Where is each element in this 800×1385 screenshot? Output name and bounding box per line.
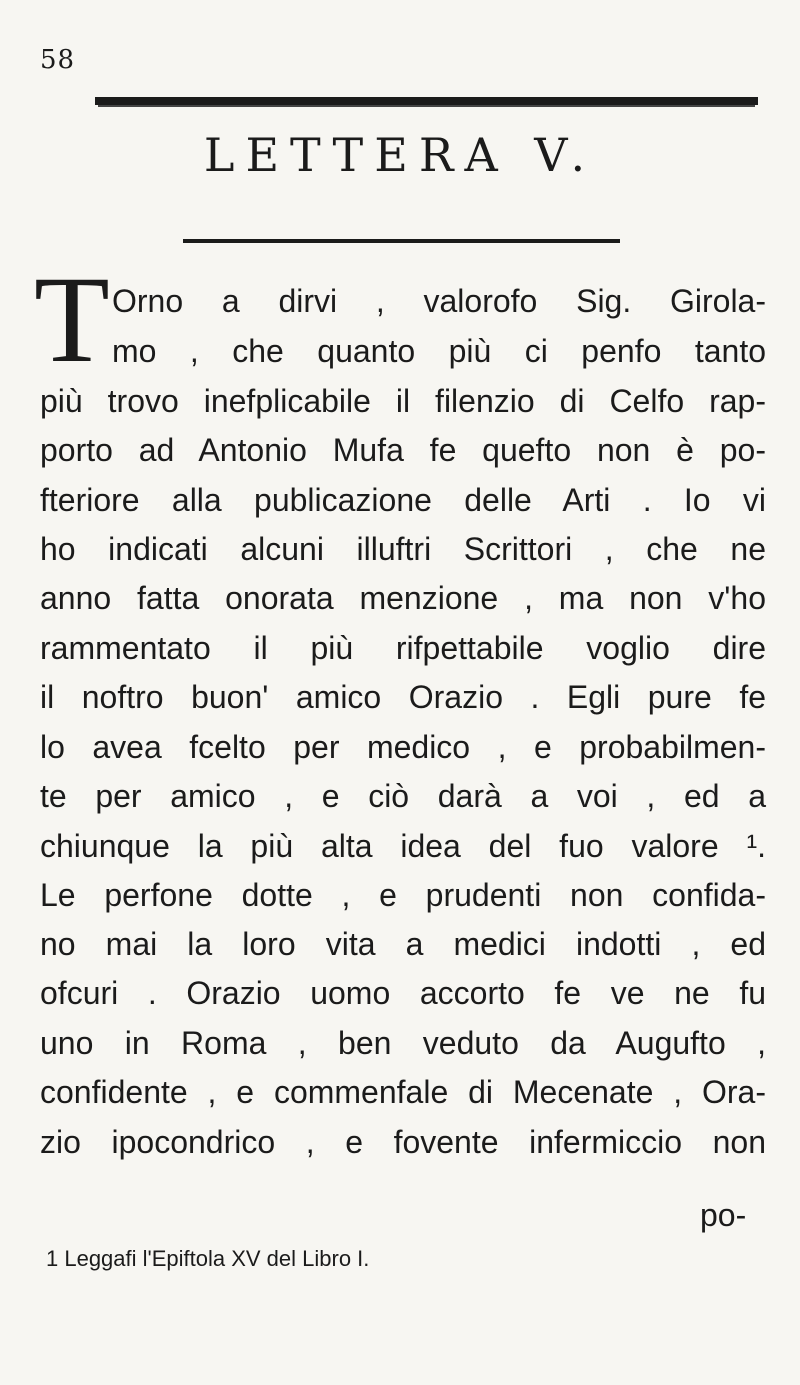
text-line: rammentato il più rifpettabile voglio dire <box>40 630 766 666</box>
text-line: mo , che quanto più ci penfo tanto <box>112 333 766 369</box>
text-line: confidente , e commenfale di Mecenate , Ora- <box>40 1074 766 1110</box>
text-line: anno fatta onorata menzione , ma non v'ho <box>40 580 766 616</box>
catchword: po- <box>700 1197 747 1233</box>
text-line: lo avea fcelto per medico , e probabilmen- <box>40 729 766 765</box>
text-line: il noftro buon' amico Orazio . Egli pure fe <box>40 679 766 715</box>
page-number: 58 <box>40 45 76 75</box>
text-line: ofcuri . Orazio uomo accorto fe ve ne fu <box>40 975 766 1011</box>
text-line: più trovo inefplicabile il filenzio di Celfo rap- <box>40 383 766 419</box>
drop-cap: T <box>34 251 110 388</box>
text-line: te per amico , e ciò darà a voi , ed a <box>40 778 766 814</box>
text-line: no mai la loro vita a medici indotti , ed <box>40 926 766 962</box>
text-line: Orno a dirvi , valorofo Sig. Girola- <box>112 283 766 319</box>
text-line: porto ad Antonio Mufa fe quefto non è po- <box>40 432 766 468</box>
text-line: ho indicati alcuni illuftri Scrittori , che ne <box>40 531 766 567</box>
text-line: uno in Roma , ben veduto da Augufto , <box>40 1025 766 1061</box>
title-rule <box>183 239 620 243</box>
header-rule <box>95 97 758 105</box>
text-line: fteriore alla publicazione delle Arti . Io vi <box>40 482 766 518</box>
letter-title: LETTERA V. <box>203 128 597 182</box>
footnote: 1 Leggafi l'Epiftola XV del Libro I. <box>46 1246 370 1271</box>
text-line: zio ipocondrico , e fovente infermiccio non <box>40 1124 766 1160</box>
text-line: Le perfone dotte , e prudenti non confida- <box>40 877 766 913</box>
text-line: chiunque la più alta idea del fuo valore ¹. <box>40 828 766 864</box>
